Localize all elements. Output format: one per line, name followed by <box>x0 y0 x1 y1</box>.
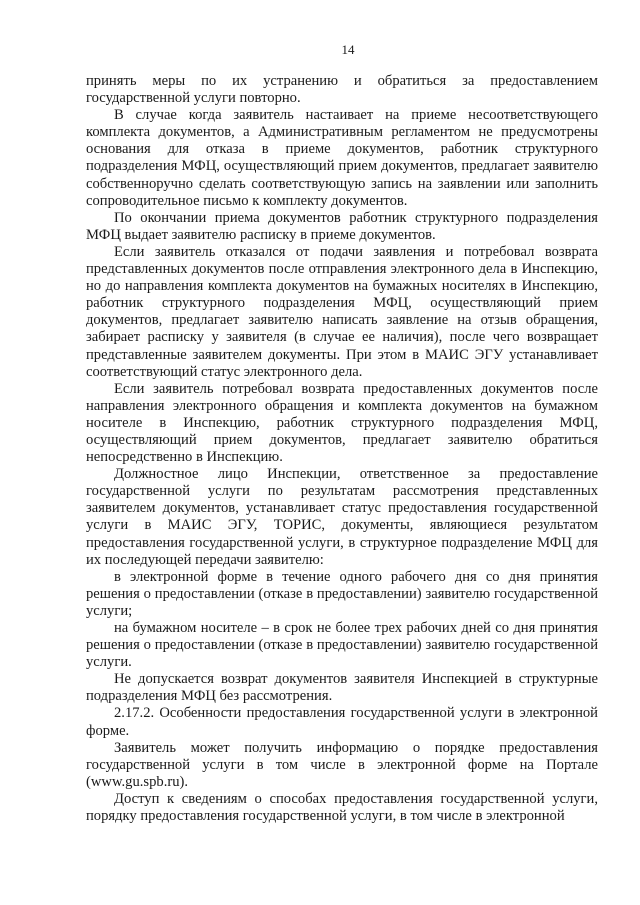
paragraph: принять меры по их устранению и обратиться за предоставлением государственной услуги повторно. <box>86 73 598 107</box>
paragraph: 2.17.2. Особенности предоставления государственной услуги в электронной форме. <box>86 705 598 739</box>
paragraph: В случае когда заявитель настаивает на приеме несоответствующего комплекта документов, а Административным регламентом не предусмотрены основания для отказа в приеме документов, работник структурного подразделения МФЦ, осуществляющий прием документов, предлагает заявителю собственноручно сделать соответствующую запись на заявлении или заполнить сопроводительное письмо к комплекту документов. <box>86 107 598 209</box>
document-body <box>86 73 598 825</box>
paragraph: Если заявитель потребовал возврата предоставленных документов после направления электронного обращения и комплекта документов на бумажном носителе в Инспекцию, работник структурного подразделения МФЦ, осуществляющий прием документов, предлагает заявителю обратиться непосредственно в Инспекцию. <box>86 380 598 466</box>
paragraph: По окончании приема документов работник структурного подразделения МФЦ выдает заявителю расписку в приеме документов. <box>86 209 598 243</box>
paragraph: Заявитель может получить информацию о порядке предоставления государственной услуги в том числе в электронной форме на Портале (www.gu.spb.ru). <box>86 739 598 790</box>
paragraph: Должностное лицо Инспекции, ответственное за предоставление государственной услуги по результатам рассмотрения представленных заявителем документов, устанавливает статус предоставления государственной услуги в МАИС ЭГУ, ТОРИС, документы, являющиеся результатом предоставления государственной услуги, в структурное подразделение МФЦ для их последующей передачи заявителю: <box>86 466 598 568</box>
paragraph: Если заявитель отказался от подачи заявления и потребовал возврата представленных документов после отправления электронного дела в Инспекцию, но до направления комплекта документов на бумажных носителях в Инспекцию, работник структурного подразделения МФЦ, осуществляющий прием документов, предлагает заявителю написать заявление на отзыв обращения, забирает расписку у заявителя (в случае ее наличия), после чего возвращает представленные заявителем документы. При этом в МАИС ЭГУ устанавливает соответствующий статус электронного дела. <box>86 243 598 380</box>
paragraph: на бумажном носителе – в срок не более трех рабочих дней со дня принятия решения о предоставлении (отказе в предоставлении) заявителю государственной услуги. <box>86 620 598 671</box>
paragraph: Доступ к сведениям о способах предоставления государственной услуги, порядку предоставления государственной услуги, в том числе в электронной <box>86 790 598 825</box>
page-number: 14 <box>341 42 355 57</box>
paragraph: Не допускается возврат документов заявителя Инспекцией в структурные подразделения МФЦ без рассмотрения. <box>86 671 598 705</box>
paragraph: в электронной форме в течение одного рабочего дня со дня принятия решения о предоставлении (отказе в предоставлении) заявителю государственной услуги; <box>86 568 598 619</box>
